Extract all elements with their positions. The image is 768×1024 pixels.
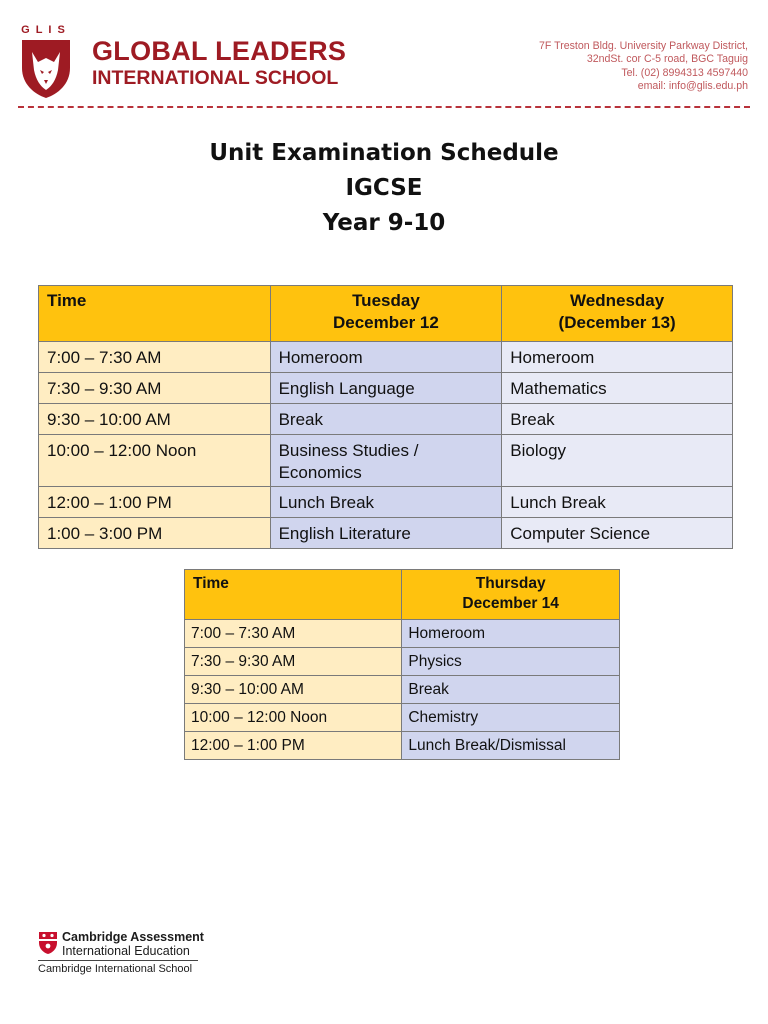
- school-name: [92, 38, 346, 89]
- time-cell: 10:00 – 12:00 Noon: [185, 704, 402, 732]
- table-row: [185, 648, 620, 676]
- table-row: [39, 342, 733, 373]
- school-name-line2: INTERNATIONAL SCHOOL: [92, 67, 339, 89]
- table-row: [39, 518, 733, 549]
- title-line-3: Year 9-10: [322, 210, 446, 236]
- table-row: [185, 676, 620, 704]
- header-divider: [18, 106, 750, 108]
- subject-cell: [502, 487, 733, 518]
- subject-cell: [502, 404, 733, 435]
- school-name-line1: GLOBAL LEADERS: [92, 36, 347, 66]
- time-cell: 12:00 – 1:00 PM: [39, 487, 271, 518]
- subject-cell: [270, 373, 502, 404]
- school-crest: [16, 24, 76, 100]
- cambridge-subtitle: Cambridge International School: [38, 963, 193, 975]
- subject-cell: [402, 732, 620, 760]
- table-row: [39, 373, 733, 404]
- address-line: 7F Treston Bldg. University Parkway District,: [539, 40, 748, 52]
- subject-cell: [402, 648, 620, 676]
- wolf-shield-icon: [20, 38, 72, 100]
- cambridge-rule: [38, 960, 198, 961]
- table-row: [39, 404, 733, 435]
- title-line-2: IGCSE: [345, 175, 423, 201]
- subject-text: Economics: [278, 463, 362, 482]
- title-line-1: Unit Examination Schedule: [209, 140, 559, 166]
- time-cell: 9:30 – 10:00 AM: [39, 404, 271, 435]
- column-header-time: Time: [39, 286, 271, 342]
- time-cell: 1:00 – 3:00 PM: [39, 518, 271, 549]
- subject-cell: [502, 518, 733, 549]
- cambridge-title: [62, 930, 204, 958]
- column-header-tuesday: Tuesday December 12: [270, 286, 502, 342]
- time-cell: 9:30 – 10:00 AM: [185, 676, 402, 704]
- subject-cell: [270, 404, 502, 435]
- subject-text: Lunch Break/Dismissal: [408, 737, 567, 754]
- time-cell: 7:30 – 9:30 AM: [185, 648, 402, 676]
- table-row: [185, 732, 620, 760]
- subject-text: Homeroom: [408, 625, 486, 642]
- letterhead: [0, 0, 768, 112]
- subject-cell: [502, 435, 733, 487]
- subject-text: Lunch Break: [510, 493, 606, 512]
- subject-text: Chemistry: [408, 709, 479, 726]
- subject-text: Lunch Break: [278, 493, 375, 512]
- column-header-wednesday: Wednesday (December 13): [502, 286, 733, 342]
- subject-text: English Language: [278, 379, 415, 398]
- subject-text: Biology: [510, 441, 567, 460]
- table-row: [39, 435, 733, 487]
- subject-cell: [270, 487, 502, 518]
- subject-text: English Literature: [278, 524, 411, 543]
- crest-letters: GLIS: [21, 24, 71, 36]
- subject-cell: [502, 342, 733, 373]
- address-line: 32ndSt. cor C-5 road, BGC Taguig: [586, 53, 748, 66]
- time-cell: 7:00 – 7:30 AM: [185, 620, 402, 648]
- subject-text: Break: [408, 681, 449, 698]
- subject-text: Physics: [408, 653, 462, 670]
- column-header-time: Time: [185, 570, 402, 620]
- subject-text: Mathematics: [510, 379, 607, 398]
- subject-text: Homeroom: [510, 348, 595, 367]
- subject-cell: [502, 373, 733, 404]
- subject-text: Business Studies /: [278, 441, 419, 460]
- table-row: [39, 487, 733, 518]
- cambridge-shield-icon: [38, 931, 58, 955]
- subject-text: Computer Science: [510, 524, 651, 543]
- subject-cell: [270, 435, 502, 487]
- subject-text: Homeroom: [278, 348, 363, 367]
- subject-text: Break: [278, 410, 323, 429]
- subject-cell: [402, 676, 620, 704]
- table-row: [185, 704, 620, 732]
- document-title: [0, 136, 768, 241]
- schedule-table-thu: [184, 569, 620, 760]
- table-header-row: [39, 286, 733, 342]
- column-header-thursday: Thursday December 14: [402, 570, 620, 620]
- schedule-table-tue-wed: [38, 285, 733, 549]
- subject-cell: [402, 620, 620, 648]
- subject-cell: [270, 518, 502, 549]
- subject-text: Break: [510, 410, 555, 429]
- cambridge-title-line2: International Education: [62, 944, 190, 958]
- time-cell: 10:00 – 12:00 Noon: [39, 435, 271, 487]
- cambridge-title-line1: Cambridge Assessment: [62, 930, 204, 944]
- phone-line: Tel. (02) 8994313 4597440: [621, 66, 748, 79]
- time-cell: 7:00 – 7:30 AM: [39, 342, 271, 373]
- table-row: [185, 620, 620, 648]
- time-cell: 7:30 – 9:30 AM: [39, 373, 271, 404]
- email-line: email: info@glis.edu.ph: [637, 80, 748, 93]
- subject-cell: [402, 704, 620, 732]
- time-cell: 12:00 – 1:00 PM: [185, 732, 402, 760]
- table-header-row: [185, 570, 620, 620]
- school-address: [539, 40, 748, 94]
- subject-cell: [270, 342, 502, 373]
- cambridge-logo: [38, 930, 218, 980]
